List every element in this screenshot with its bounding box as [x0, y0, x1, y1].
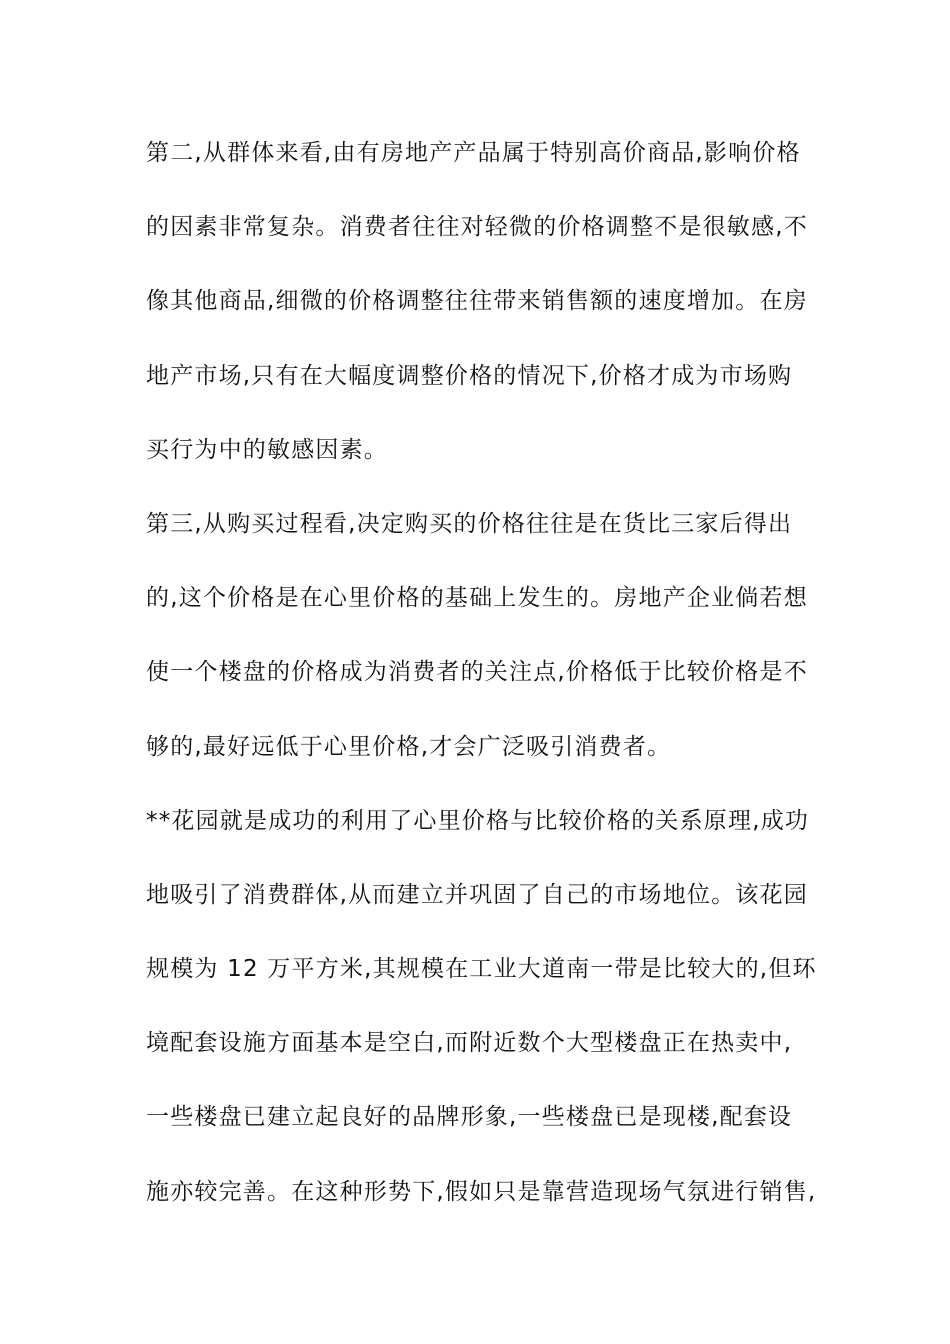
- text-line: 的,这个价格是在心里价格的基础上发生的。房地产企业倘若想: [146, 585, 808, 612]
- text-line: 第二,从群体来看,由有房地产产品属于特别高价商品,影响价格: [146, 140, 801, 166]
- text-line: 施亦较完善。在这种形势下,假如只是靠营造现场气氛进行销售,: [146, 1178, 817, 1205]
- text-line: **花园就是成功的利用了心里价格与比较价格的关系原理,成功: [146, 807, 810, 834]
- text-line: 境配套设施方面基本是空白,而附近数个大型楼盘正在热卖中,: [146, 1030, 793, 1057]
- text-line: 像其他商品,细微的价格调整往往带来销售额的速度增加。在房: [146, 288, 808, 315]
- text-line: 买行为中的敏感因素。: [146, 436, 388, 463]
- text-line: 的因素非常复杂。消费者往往对轻微的价格调整不是很敏感,不: [146, 214, 808, 241]
- text-line: 够的,最好远低于心里价格,才会广泛吸引消费者。: [146, 733, 672, 760]
- text-line: 地产市场,只有在大幅度调整价格的情况下,价格才成为市场购: [146, 362, 793, 389]
- text-line: 规模为 12 万平方米,其规模在工业大道南一带是比较大的,但环: [146, 956, 817, 983]
- text-line: 一些楼盘已建立起良好的品牌形象,一些楼盘已是现楼,配套设: [146, 1104, 793, 1131]
- text-line: 第三,从购买过程看,决定购买的价格往往是在货比三家后得出: [146, 510, 793, 537]
- document-body: [146, 128, 817, 1241]
- text-line: 使一个楼盘的价格成为消费者的关注点,价格低于比较价格是不: [146, 659, 808, 686]
- text-line: 地吸引了消费群体,从而建立并巩固了自己的市场地位。该花园: [146, 881, 808, 908]
